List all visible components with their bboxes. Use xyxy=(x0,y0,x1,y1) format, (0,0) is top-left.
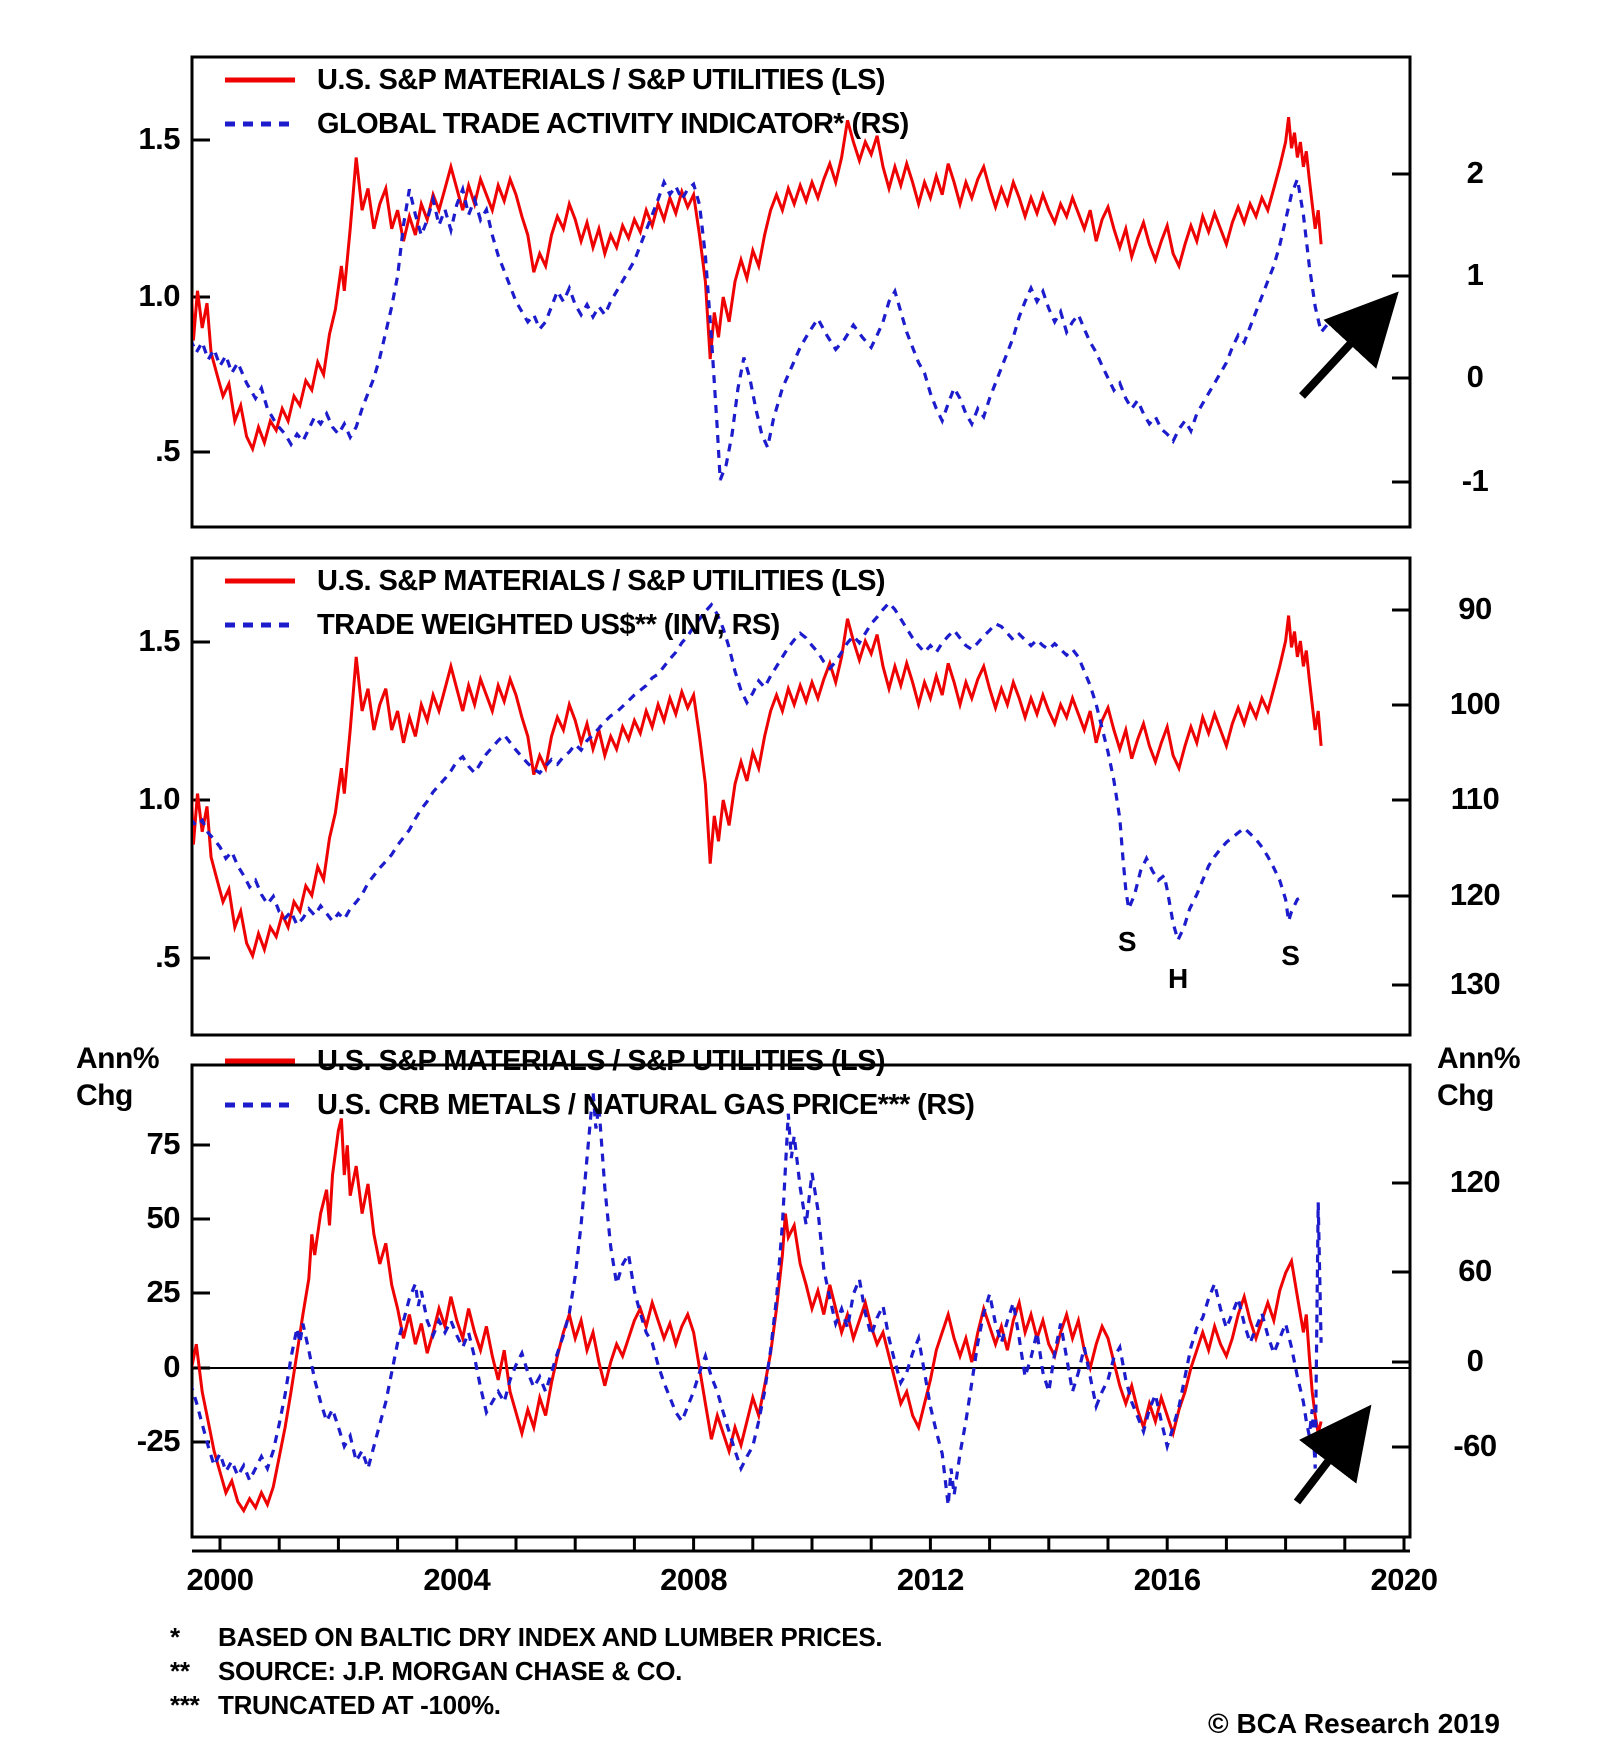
blue-dashed-line-sample-icon xyxy=(225,120,295,128)
left-axis-unit-label xyxy=(76,1040,159,1114)
series-line-blue-dashed xyxy=(190,179,1327,480)
left-axis-tick-label: 1.0 xyxy=(138,781,180,816)
left-axis-tick-label: -25 xyxy=(136,1423,180,1458)
left-axis-tick-label: .5 xyxy=(155,433,180,468)
footnote-marker: *** xyxy=(170,1690,200,1720)
series-line-red-solid xyxy=(190,616,1321,956)
legend-label: TRADE WEIGHTED US$** (INV, RS) xyxy=(317,608,780,641)
footnote-text: BASED ON BALTIC DRY INDEX AND LUMBER PRICES. xyxy=(218,1622,883,1652)
left-axis-tick-label: .5 xyxy=(155,939,180,974)
right-axis-tick-label: 0 xyxy=(1466,359,1484,394)
footnote xyxy=(170,1690,501,1721)
legend-label: GLOBAL TRADE ACTIVITY INDICATOR* (RS) xyxy=(317,107,909,140)
x-axis-year-label: 2020 xyxy=(1370,1562,1438,1597)
unit-line2: Chg xyxy=(76,1079,133,1112)
left-axis-tick-label: 75 xyxy=(146,1126,180,1161)
left-axis-tick-label: 25 xyxy=(146,1274,180,1309)
forecast-arrow-icon xyxy=(1297,1430,1352,1502)
legend-label: U.S. S&P MATERIALS / S&P UTILITIES (LS) xyxy=(317,564,885,597)
x-axis-year-label: 2008 xyxy=(660,1562,728,1597)
right-axis-tick-label: -60 xyxy=(1453,1428,1497,1463)
right-axis-tick-label: 1 xyxy=(1466,257,1484,292)
right-axis-unit-label xyxy=(1437,1040,1520,1114)
unit-line1: Ann% xyxy=(76,1042,159,1075)
x-axis-year-label: 2004 xyxy=(423,1562,491,1597)
series-line-blue-dashed xyxy=(190,603,1303,940)
footnote-text: SOURCE: J.P. MORGAN CHASE & CO. xyxy=(218,1656,683,1686)
x-axis-year-label: 2000 xyxy=(186,1562,254,1597)
legend-row-middle-blue xyxy=(225,605,780,645)
copyright-notice: © BCA Research 2019 xyxy=(1208,1708,1500,1739)
legend-row-middle-red xyxy=(225,561,885,601)
right-axis-tick-label: -1 xyxy=(1461,463,1489,498)
series-line-red-solid xyxy=(190,117,1321,449)
right-axis-tick-label: 110 xyxy=(1450,781,1500,816)
footnote xyxy=(170,1656,682,1687)
unit-line2: Chg xyxy=(1437,1079,1494,1112)
legend-label: U.S. S&P MATERIALS / S&P UTILITIES (LS) xyxy=(317,1044,885,1077)
left-axis-tick-label: 0 xyxy=(163,1349,180,1384)
panel-frame-bottom xyxy=(192,1065,1410,1537)
left-axis-tick-label: 1.5 xyxy=(138,121,180,156)
x-axis-year-label: 2016 xyxy=(1133,1562,1201,1597)
right-axis-tick-label: 100 xyxy=(1449,686,1501,721)
unit-line1: Ann% xyxy=(1437,1042,1520,1075)
right-axis-tick-label: 130 xyxy=(1449,966,1501,1001)
legend-row-bottom-red xyxy=(225,1041,885,1081)
x-axis-year-label: 2012 xyxy=(896,1562,964,1597)
legend-row-bottom-blue xyxy=(225,1085,974,1125)
blue-dashed-line-sample-icon xyxy=(225,621,295,629)
footnote-marker: ** xyxy=(170,1656,190,1686)
legend-row-top-red xyxy=(225,60,885,100)
annotation-shoulder-left: S xyxy=(1117,926,1137,957)
legend-row-top-blue xyxy=(225,104,909,144)
right-axis-tick-label: 120 xyxy=(1449,1164,1501,1199)
footnote-marker: * xyxy=(170,1622,180,1652)
legend-label: U.S. S&P MATERIALS / S&P UTILITIES (LS) xyxy=(317,63,885,96)
red-line-sample-icon xyxy=(225,577,295,585)
red-line-sample-icon xyxy=(225,76,295,84)
annotation-shoulder-right: S xyxy=(1281,940,1300,972)
blue-dashed-line-sample-icon xyxy=(225,1101,295,1109)
left-axis-tick-label: 1.5 xyxy=(138,623,180,658)
right-axis-tick-label: 90 xyxy=(1458,591,1492,626)
left-axis-tick-label: 1.0 xyxy=(138,278,180,313)
series-line-blue-dashed xyxy=(190,1092,1321,1506)
footnote xyxy=(170,1622,882,1653)
right-axis-tick-label: 2 xyxy=(1466,155,1484,190)
forecast-arrow-icon xyxy=(1302,315,1377,396)
annotation-head: H xyxy=(1167,963,1188,995)
legend-label: U.S. CRB METALS / NATURAL GAS PRICE*** (RS) xyxy=(317,1088,975,1121)
footnote-text: TRUNCATED AT -100%. xyxy=(218,1690,501,1720)
right-axis-tick-label: 120 xyxy=(1449,877,1501,912)
right-axis-tick-label: 60 xyxy=(1458,1253,1492,1288)
left-axis-tick-label: 50 xyxy=(146,1200,180,1235)
red-line-sample-icon xyxy=(225,1057,295,1065)
right-axis-tick-label: 0 xyxy=(1466,1343,1484,1378)
